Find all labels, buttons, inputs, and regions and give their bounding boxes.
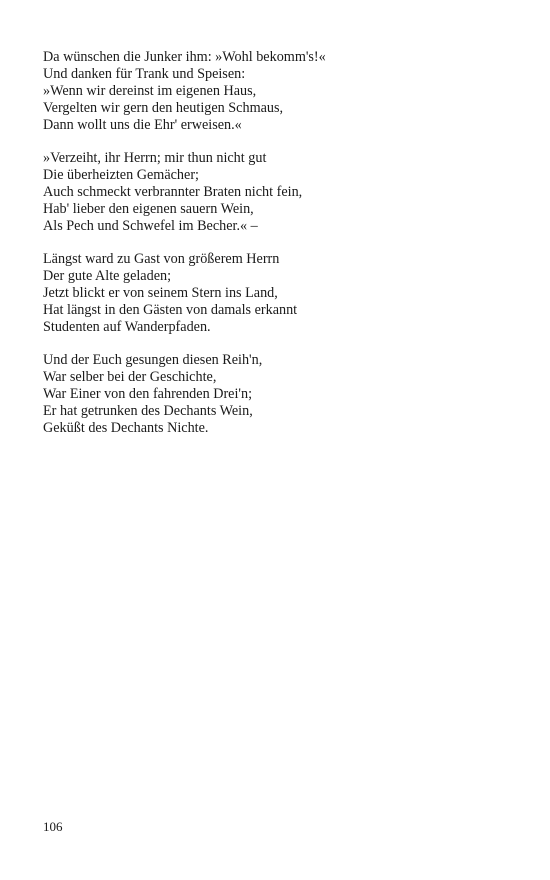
verse-line: Die überheizten Gemächer;: [43, 167, 199, 183]
verse-line: Hat längst in den Gästen von damals erkannt: [43, 302, 298, 318]
verse-line: War selber bei der Geschichte,: [43, 369, 217, 385]
verse-line: Vergelten wir gern den heutigen Schmaus,: [43, 100, 284, 116]
verse-line: »Wenn wir dereinst im eigenen Haus,: [43, 83, 257, 99]
verse-line: Studenten auf Wanderpfaden.: [43, 319, 211, 335]
page-number: 106: [43, 819, 63, 834]
verse-line: Auch schmeckt verbrannter Braten nicht fein,: [43, 184, 303, 200]
verse-line: »Verzeiht, ihr Herrn; mir thun nicht gut: [43, 150, 267, 166]
stanza-1: [43, 49, 513, 134]
verse-line: Als Pech und Schwefel im Becher.« –: [43, 218, 258, 234]
stanza-2: [43, 150, 513, 235]
verse-line: Längst ward zu Gast von größerem Herrn: [43, 251, 280, 267]
poem-text: [43, 49, 513, 453]
stanza-3: [43, 251, 513, 336]
verse-line: Da wünschen die Junker ihm: »Wohl bekomm's!«: [43, 49, 326, 65]
verse-line: Und danken für Trank und Speisen:: [43, 66, 246, 82]
verse-line: Und der Euch gesungen diesen Reih'n,: [43, 352, 263, 368]
verse-line: Dann wollt uns die Ehr' erweisen.«: [43, 117, 242, 133]
verse-line: Hab' lieber den eigenen sauern Wein,: [43, 201, 254, 217]
verse-line: Er hat getrunken des Dechants Wein,: [43, 403, 253, 419]
verse-line: Geküßt des Dechants Nichte.: [43, 420, 209, 436]
verse-line: Der gute Alte geladen;: [43, 268, 172, 284]
verse-line: Jetzt blickt er von seinem Stern ins Land,: [43, 285, 278, 301]
verse-line: War Einer von den fahrenden Drei'n;: [43, 386, 253, 402]
stanza-4: [43, 352, 513, 437]
